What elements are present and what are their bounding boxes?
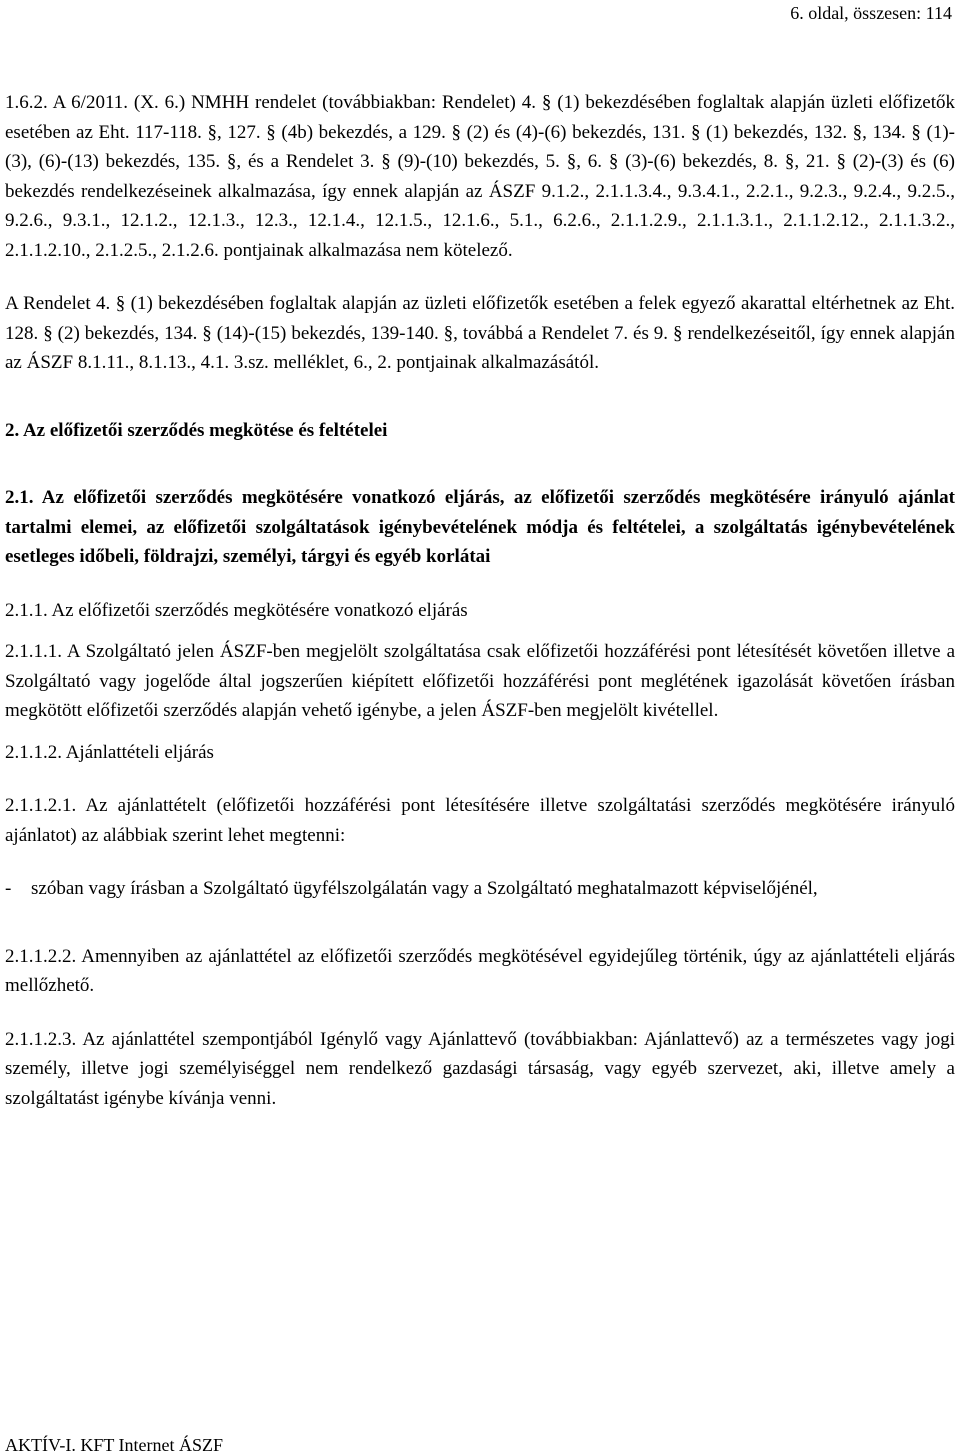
paragraph-2-1-1-2-2: 2.1.1.2.2. Amennyiben az ajánlattétel az előfizetői szerződés megkötésével egyidejűleg történik, úgy az ajánlattételi eljárás mellőzhető. [5, 945, 955, 996]
list-item-text: szóban vagy írásban a Szolgáltató ügyfélszolgálatán vagy a Szolgáltató meghatalmazott képviselőjénél, [31, 878, 818, 899]
paragraph-2-1-1-2-1: 2.1.1.2.1. Az ajánlattételt (előfizetői hozzáférési pont létesítésére illetve szolgáltatási szerződés megkötésére irányuló ajánlatot) az alábbiak szerint lehet megtenni: [5, 795, 955, 846]
section-heading-2-1: 2.1. Az előfizetői szerződés megkötésére vonatkozó eljárás, az előfizetői szerződés megkötésére irányuló ajánlat tartalmi elemei, az előfizetői szolgáltatások igénybevételének módja és feltételei, a szolgáltatás igénybevételének esetleges időbeli, földrajzi, személyi, tárgyi és egyéb korlátai [5, 487, 955, 567]
subsection-heading-2-1-1-2: 2.1.1.2. Ajánlattételi eljárás [5, 741, 214, 763]
list-item-offer-method [5, 874, 955, 904]
document-body [5, 88, 955, 1113]
paragraph-rendelet-4: A Rendelet 4. § (1) bekezdésében foglaltak alapján az üzleti előfizetők esetében a felek egyező akarattal eltérhetnek az Eht. 128. § (2) bekezdés, 134. § (14)-(15) bekezdés, 139-140. §, továbbá a Rendelet 7. és 9. § rendelkezéseitől, így ennek alapján az ÁSZF 8.1.11., 8.1.13., 4.1. 3.sz. melléklet, 6., 2. pontjainak alkalmazásától. [5, 293, 955, 373]
page-footer: AKTÍV-I. KFT Internet ÁSZF [5, 1435, 223, 1455]
dash-bullet: - [5, 878, 12, 899]
paragraph-2-1-1-2-3: 2.1.1.2.3. Az ajánlattétel szempontjából Igénylő vagy Ajánlattevő (továbbiakban: Ajánlattevő) az a természetes vagy jogi személy, illetve jogi személyiséggel nem rendelkező gazdasági társaság, vagy egyéb szervezet, aki, illetve amely a szolgáltatást igénybe kívánja venni. [5, 1028, 955, 1109]
section-heading-2: 2. Az előfizetői szerződés megkötése és feltételei [5, 419, 388, 441]
page-number-header: 6. oldal, összesen: 114 [790, 3, 952, 23]
paragraph-1-6-2: 1.6.2. A 6/2011. (X. 6.) NMHH rendelet (továbbiakban: Rendelet) 4. § (1) bekezdésében foglaltak alapján üzleti előfizetők esetében az Eht. 117-118. §, 127. § (4b) bekezdés, a 129. § (2) és (4)-(6) bekezdés, 131. § (1) bekezdés, 132. §, 134. § (1)-(3), (6)-(13) bekezdés, 135. §, és a Rendelet 3. § (9)-(10) bekezdés, 5. §, 6. § (3)-(6) bekezdés, 8. §, 21. § (2)-(3) és (6) bekezdés rendelkezéseinek alkalmazása, így ennek alapján az ÁSZF 9.1.2., 2.1.1.3.4., 9.3.4.1., 2.2.1., 9.2.3., 9.2.4., 9.2.5., 9.2.6., 9.3.1., 12.1.2., 12.1.3., 12.3., 12.1.4., 12.1.5., 12.1.6., 5.1., 6.2.6., 2.1.1.2.9., 2.1.1.3.1., 2.1.1.2.12., 2.1.1.3.2., 2.1.1.2.10., 2.1.2.5., 2.1.2.6. pontjainak alkalmazása nem kötelező. [5, 92, 955, 261]
subsection-heading-2-1-1: 2.1.1. Az előfizetői szerződés megkötésére vonatkozó eljárás [5, 599, 468, 621]
paragraph-2-1-1-1: 2.1.1.1. A Szolgáltató jelen ÁSZF-ben megjelölt szolgáltatása csak előfizetői hozzáférési pont létesítését követően illetve a Szolgáltató vagy jogelőde által jogszerűen kiépített előfizetői hozzáférési pont meglétének igazolását követően írásban megkötött előfizetői szerződés alapján vehető igénybe, a jelen ÁSZF-ben megjelölt kivétellel. [5, 641, 955, 721]
